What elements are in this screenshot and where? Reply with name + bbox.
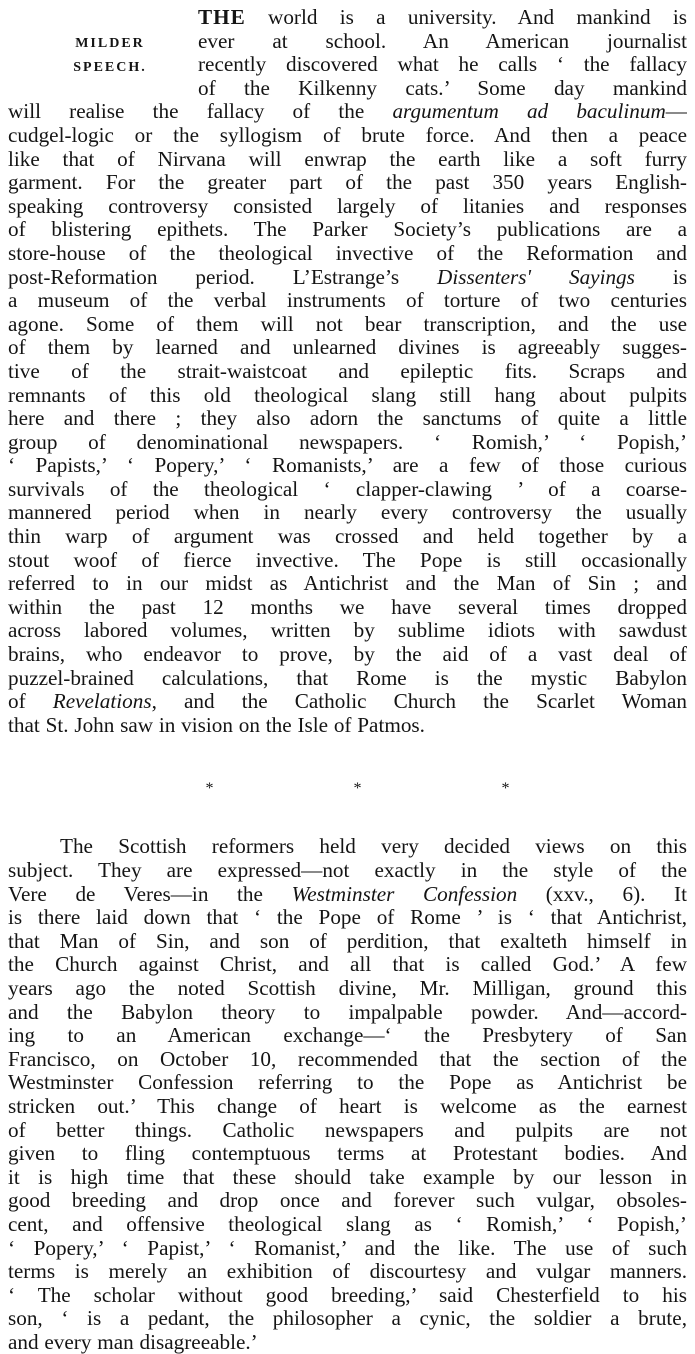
text-line (8, 906, 687, 930)
opening-word: THE (198, 6, 246, 29)
text-line (8, 1284, 687, 1308)
text-segment: the Church against Christ, and all that is called God.’ A few (8, 953, 687, 977)
text-line (8, 1071, 687, 1095)
text-segment: subject. They are expressed—not exactly in the style of the (8, 859, 687, 882)
side-heading-line-2: SPEECH. (73, 60, 147, 75)
text-line (8, 596, 687, 620)
text-segment: recently discovered what he calls ‘ the fallacy (198, 53, 687, 77)
divider-star-1: * (205, 780, 214, 798)
text-segment: it is high time that these should take example by our lesson in (8, 1165, 687, 1189)
text-line (8, 1331, 687, 1354)
text-line (198, 6, 687, 30)
text-segment: The Scottish reformers held very decided views on this (60, 835, 687, 859)
text-segment: thin warp of argument was crossed and held together by a (8, 525, 687, 549)
text-line (8, 1095, 687, 1119)
text-line (8, 714, 687, 738)
text-line (8, 667, 687, 691)
text-segment: terms is merely an exhibition of discourtesy and vulgar manners. (8, 1260, 687, 1284)
text-line (198, 77, 687, 101)
text-segment: Vere de Veres—in the (8, 882, 292, 906)
text-line (8, 431, 687, 455)
paragraph-milder-speech (8, 6, 687, 737)
text-segment: a museum of the verbal instruments of torture of two centuries (8, 289, 687, 313)
text-segment: post-Reformation period. L’Estrange’s (8, 265, 438, 289)
text-segment: brains, who endeavor to prove, by the aid of a vast deal of (8, 643, 687, 667)
text-line (8, 859, 687, 883)
text-segment: ing to an American exchange—‘ the Presbytery of San (8, 1024, 687, 1048)
text-segment: that Man of Sin, and son of perdition, that exalteth himself in (8, 929, 687, 953)
text-segment: cent, and offensive theological slang as ‘ Romish,’ ‘ Popish,’ (8, 1212, 687, 1236)
text-line (8, 313, 687, 337)
text-segment: speaking controversy consisted largely of litanies and responses (8, 194, 687, 218)
text-line (8, 1189, 687, 1213)
text-line (8, 977, 687, 1001)
text-line (8, 1237, 687, 1261)
text-segment: across labored volumes, written by sublime idiots with sawdust (8, 619, 687, 643)
text-segment: world is a university. And mankind is (245, 6, 687, 29)
text-line (8, 148, 687, 172)
text-segment: garment. For the greater part of the past 350 years English- (8, 171, 687, 195)
text-line (8, 289, 687, 313)
text-line (8, 1024, 687, 1048)
text-line (8, 1213, 687, 1237)
text-segment: of blistering epithets. The Parker Society’s publications are a (8, 218, 687, 242)
text-segment: given to fling contemptuous terms at Protestant bodies. And (8, 1142, 687, 1166)
side-heading (40, 32, 180, 80)
text-segment: tive of the strait-waistcoat and epileptic fits. Scraps and (8, 359, 687, 383)
italic-title: Dissenters' Sayings (437, 265, 635, 289)
text-line (8, 1048, 687, 1072)
text-line (8, 100, 687, 124)
text-segment: Francisco, on October 10, recommended that the section of the (8, 1047, 687, 1071)
text-segment: ‘ The scholar without good breeding,’ said Chesterfield to his (8, 1283, 687, 1307)
text-segment: and the Babylon theory to impalpable powder. And—accord- (8, 1000, 687, 1024)
text-line (8, 336, 687, 360)
text-line (8, 549, 687, 573)
text-segment: mannered period when in nearly every controversy the usually (8, 501, 687, 525)
text-segment: of the Kilkenny cats.’ Some day mankind (198, 76, 687, 100)
text-segment: survivals of the theological ‘ clapper-clawing ’ of a coarse- (8, 477, 687, 501)
text-line (8, 218, 687, 242)
text-line (8, 124, 687, 148)
text-line (8, 930, 687, 954)
text-line (198, 53, 687, 77)
side-heading-line-1: MILDER (75, 36, 145, 51)
text-line (8, 572, 687, 596)
text-segment: of them by learned and unlearned divines is agreeably sugges- (8, 336, 687, 360)
text-line (8, 478, 687, 502)
text-line (8, 643, 687, 667)
text-segment: (xxv., 6). It (517, 882, 687, 906)
text-segment: is there laid down that ‘ the Pope of Rome ’ is ‘ that Antichrist, (8, 906, 687, 930)
text-segment: is (634, 265, 687, 289)
text-segment: referred to in our midst as Antichrist and the Man of Sin ; and (8, 572, 687, 596)
text-line (8, 384, 687, 408)
text-segment: within the past 12 months we have several times dropped (8, 595, 687, 619)
text-line (8, 242, 687, 266)
text-line (8, 690, 687, 714)
text-segment: remnants of this old theological slang still hang about pulpits (8, 383, 687, 407)
text-segment: , and the Catholic Church the Scarlet Woman (151, 690, 687, 714)
text-line (8, 1166, 687, 1190)
text-segment: that St. John saw in vision on the Isle of Patmos. (8, 713, 425, 737)
text-line (8, 171, 687, 195)
text-segment: here and there ; they also adorn the sanctums of quite a little (8, 407, 687, 431)
text-line (8, 1260, 687, 1284)
divider-star-2: * (353, 780, 362, 798)
text-segment: stout woof of fierce invective. The Pope is still occasionally (8, 548, 687, 572)
paragraph-scottish-reformers (8, 835, 687, 1354)
italic-title: Revelations (52, 690, 152, 714)
text-line (8, 1001, 687, 1025)
text-line (8, 454, 687, 478)
italic-title: Westminster Confession (291, 882, 518, 906)
text-line (8, 407, 687, 431)
text-line (8, 835, 687, 859)
text-segment: ‘ Popery,’ ‘ Papist,’ ‘ Romanist,’ and the like. The use of such (8, 1236, 687, 1260)
text-segment: — (665, 100, 687, 124)
text-line (198, 30, 687, 54)
text-segment: of (8, 690, 53, 714)
text-segment: of better things. Catholic newspapers and pulpits are not (8, 1118, 687, 1142)
divider-star-3: * (501, 780, 510, 798)
text-segment: years ago the noted Scottish divine, Mr. Milligan, ground this (8, 976, 687, 1000)
text-segment: son, ‘ is a pedant, the philosopher a cynic, the soldier a brute, (8, 1307, 687, 1331)
text-segment: will realise the fallacy of the (8, 100, 393, 124)
text-line (8, 501, 687, 525)
italic-title: argumentum ad baculinum (392, 100, 666, 124)
text-segment: stricken out.’ This change of heart is welcome as the earnest (8, 1094, 687, 1118)
text-segment: ‘ Papists,’ ‘ Popery,’ ‘ Romanists,’ are a few of those curious (8, 454, 687, 478)
text-segment: puzzel-brained calculations, that Rome is the mystic Babylon (8, 666, 687, 690)
text-segment: Westminster Confession referring to the Pope as Antichrist be (8, 1071, 687, 1095)
text-segment: store-house of the theological invective of the Reformation and (8, 241, 687, 265)
section-divider (8, 780, 687, 798)
text-line (8, 1307, 687, 1331)
text-line (8, 266, 687, 290)
text-segment: cudgel-logic or the syllogism of brute force. And then a peace (8, 123, 687, 147)
text-segment: group of denominational newspapers. ‘ Romish,’ ‘ Popish,’ (8, 430, 687, 454)
text-line (8, 619, 687, 643)
text-segment: and every man disagreeable.’ (8, 1330, 258, 1354)
text-line (8, 195, 687, 219)
text-line (8, 883, 687, 907)
text-segment: ever at school. An American journalist (198, 29, 687, 53)
text-segment: agone. Some of them will not bear transcription, and the use (8, 312, 687, 336)
text-line (8, 1119, 687, 1143)
text-line (8, 360, 687, 384)
text-segment: like that of Nirvana will enwrap the earth like a soft furry (8, 147, 687, 171)
text-line (8, 1142, 687, 1166)
text-segment: good breeding and drop once and forever such vulgar, obsoles- (8, 1189, 687, 1213)
text-line (8, 953, 687, 977)
text-line (8, 525, 687, 549)
